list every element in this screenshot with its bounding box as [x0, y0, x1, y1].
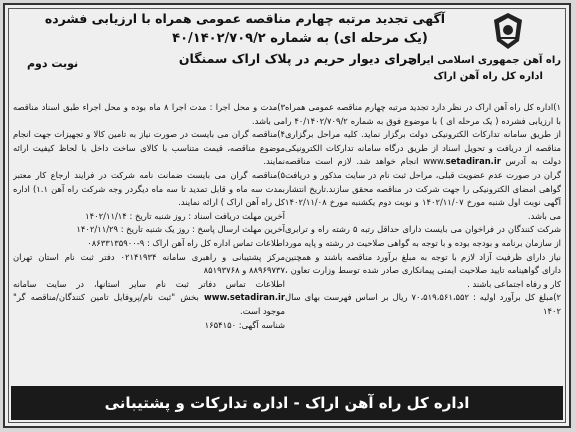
notice-number: (یک مرحله ای) به شماره ۴۰/۱۴۰۲/۷۰۹/۲	[172, 31, 428, 46]
registration-info: اطلاعات تماس دفاتر ثبت نام سایر استانها، در سایت سامانه www.setadiran.ir بخش "ثبت نام/پروفایل تامین کنندگان/مناقصه گر" موجود است.	[13, 278, 285, 316]
website-link-2[interactable]: www.setadiran.ir	[204, 292, 285, 303]
left-column	[13, 101, 285, 386]
support-center: مرکز پشتیبانی و راهبری سامانه ۰۲۱۴۱۹۳۴ دفتر ثبت نام استان تهران ۸۸۹۶۹۷۳۷ و ۸۵۱۹۳۷۶۸	[13, 251, 285, 276]
footer-banner: اداره کل راه آهن اراک - اداره تدارکات و پشتیبانی	[11, 386, 563, 420]
website-link[interactable]: setadiran.ir	[445, 156, 501, 167]
org-department: اداره کل راه آهن اراک	[433, 71, 543, 82]
notice-title: آگهی تجدید مرتبه چهارم مناقصه عمومی همراه با ارزیابی فشرده	[44, 11, 445, 26]
deadline-documents: آخرین مهلت دریافت اسناد : روز شنبه تاریخ : ۱۴۰۲/۱۱/۱۴	[85, 210, 285, 221]
publication-round: نوبت دوم	[27, 57, 79, 70]
railway-emblem-icon	[491, 11, 525, 51]
contact-phone: اطلاعات تماس اداره کل راه آهن اراک : ۹-۰۸۶۳۳۱۳۵۹۰۰	[87, 237, 285, 248]
eligibility-paragraph: شرکت کنندگان در فراخوان می بایست دارای حداقل رتبه ۵ رشته راه و ترابری از سازمان برنامه و بودجه بوده و با توجه به گواهی صلاحیت در رشته و پایه مورد نیاز دارای ظرفیت آزاد لازم با توجه به مبلغ برآورد مناقصه باشند و همچنین دارای گواهینامه تایید صلاحیت ایمنی پیمانکاری صادر شده توسط وزارت تعاون ، کار و رفاه اجتماعی باشند .	[285, 224, 561, 289]
deadline-response: آخرین مهلت ارسال پاسخ : روز یک شنبه تاریخ : ۱۴۰۲/۱۱/۲۹	[76, 224, 285, 235]
notice-id: شناسه آگهی: ۱۶۵۴۱۵۰	[204, 319, 285, 330]
tender-notice	[3, 3, 571, 428]
clause-3: ۳)مدت و محل اجرا : مدت اجرا ۸ ماه بوده و محل اجراء طبق اسناد مناقصه می باشد.	[13, 102, 285, 126]
clause-2: ۲)مبلغ کل برآورد اولیه : ۷۰،۵۱۹،۵۶۱،۵۵۲ ریال بر اساس فهرست بهای سال ۱۴۰۲	[285, 292, 561, 316]
clause-1: ۱)اداره کل راه آهن اراک در نظر دارد تجدید مرتبه چهارم مناقصه عمومی همراه با ارزیابی فشرده ( یک مرحله ای ) با موضوع فوق به شماره ۴۰/۱۴۰۲/۷۰۹/۲ را از طریق سامانه تدارکات الکترونیکی دولت برگزار نماید. کلیه مراحل برگزاری مناقصه از دریافت و تحویل اسناد از طریق درگاه سامانه تدارکات الکترونیکی دولت به آدرس www.setadiran.ir انجام خواهد شد. لازم است مناقصه گران در صورت عدم عضویت قبلی، مراحل ثبت نام در سایت مذکور و دریافت گواهی امضای الکترونیکی را جهت شرکت در مناقصه محقق سازند.تاریخ انتشار آگهی نوبت اول شنبه مورخ ۱۴۰۲/۱۱/۰۷ و نوبت دوم یکشنبه مورخ ۱۴۰۲/۱۱/۰۸ می باشد.	[285, 102, 561, 221]
org-name: راه آهن جمهوری اسلامی ایران	[408, 55, 561, 66]
clause-5: ۵)مناقصه گران می بایست ضمانت نامه شرکت در فرایند ارجاع کار معتبر بمدت سه ماه و قابل تمدید تا سه ماه دیگردر وجه شرکت راه آهن ۱.۱) اداره کل راه آهن اراک ) ارائه نمایند.	[13, 169, 285, 208]
right-column	[285, 101, 561, 386]
clause-4: ۴)مناقصه گران می بایست در صورت نیاز به تامین کالا و تجهیزات جهت انجام موضوع مناقصه، قیمت متناسب با کالای ساخت داخل با لحاظ کیفیت ارائه نمایند.	[13, 129, 285, 167]
notice-subject: اجرای دیوار حریم در پلاک اراک سمنگان	[178, 51, 422, 66]
